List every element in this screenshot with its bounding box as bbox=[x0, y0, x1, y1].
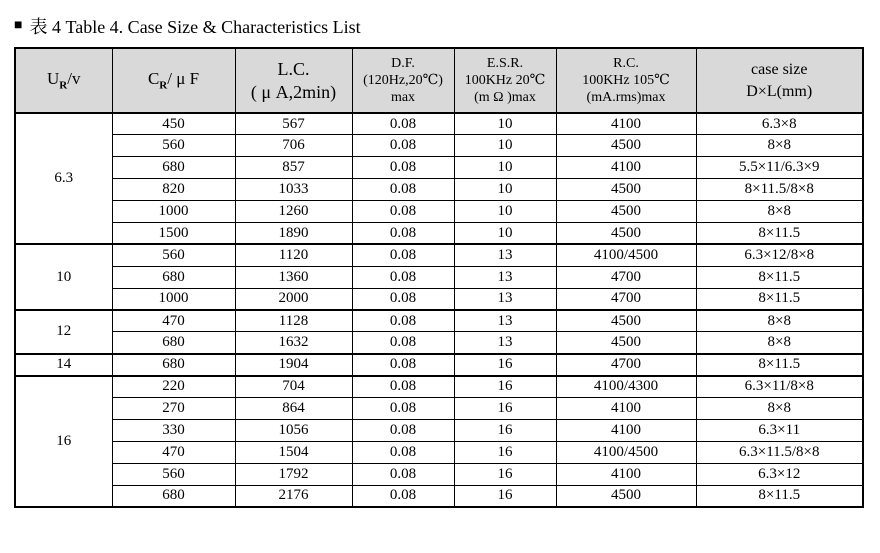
data-cell: 10 bbox=[454, 222, 556, 244]
table-row bbox=[15, 113, 863, 135]
bullet-square-icon: ■ bbox=[14, 18, 23, 33]
data-cell: 16 bbox=[454, 398, 556, 420]
header-leakage-current: L.C. ( μ A,2min) bbox=[235, 48, 352, 113]
data-cell: 1000 bbox=[112, 201, 235, 223]
data-cell: 1904 bbox=[235, 354, 352, 376]
data-cell: 6.3×11/8×8 bbox=[696, 376, 863, 398]
data-cell: 4500 bbox=[556, 485, 696, 507]
header-row bbox=[15, 48, 863, 113]
data-cell: 4500 bbox=[556, 310, 696, 332]
data-cell: 0.08 bbox=[352, 113, 454, 135]
data-cell: 0.08 bbox=[352, 244, 454, 266]
data-cell: 4500 bbox=[556, 179, 696, 201]
table-row bbox=[15, 398, 863, 420]
data-cell: 450 bbox=[112, 113, 235, 135]
data-cell: 8×11.5 bbox=[696, 354, 863, 376]
data-cell: 4100 bbox=[556, 157, 696, 179]
table-row bbox=[15, 310, 863, 332]
table-row bbox=[15, 266, 863, 288]
case-size-table bbox=[14, 47, 864, 508]
header-rated-capacitance: $C_R/$ μ F bbox=[112, 48, 235, 113]
table-row bbox=[15, 354, 863, 376]
data-cell: 8×8 bbox=[696, 135, 863, 157]
data-cell: 4500 bbox=[556, 332, 696, 354]
data-cell: 6.3×11 bbox=[696, 419, 863, 441]
data-cell: 2176 bbox=[235, 485, 352, 507]
data-cell: 6.3×12 bbox=[696, 463, 863, 485]
data-cell: 4700 bbox=[556, 288, 696, 310]
data-cell: 680 bbox=[112, 354, 235, 376]
data-cell: 0.08 bbox=[352, 266, 454, 288]
data-cell: 6.3×12/8×8 bbox=[696, 244, 863, 266]
data-cell: 560 bbox=[112, 135, 235, 157]
data-cell: 1033 bbox=[235, 179, 352, 201]
data-cell: 1128 bbox=[235, 310, 352, 332]
table-row bbox=[15, 135, 863, 157]
data-cell: 8×8 bbox=[696, 398, 863, 420]
voltage-cell: 12 bbox=[15, 310, 112, 354]
data-cell: 1120 bbox=[235, 244, 352, 266]
data-cell: 16 bbox=[454, 441, 556, 463]
table-row bbox=[15, 485, 863, 507]
data-cell: 8×11.5 bbox=[696, 266, 863, 288]
table-row bbox=[15, 419, 863, 441]
data-cell: 16 bbox=[454, 463, 556, 485]
data-cell: 330 bbox=[112, 419, 235, 441]
data-cell: 4500 bbox=[556, 201, 696, 223]
data-cell: 16 bbox=[454, 485, 556, 507]
data-cell: 220 bbox=[112, 376, 235, 398]
data-cell: 4100/4500 bbox=[556, 441, 696, 463]
data-cell: 8×11.5 bbox=[696, 485, 863, 507]
data-cell: 1260 bbox=[235, 201, 352, 223]
data-cell: 0.08 bbox=[352, 354, 454, 376]
data-cell: 4100/4500 bbox=[556, 244, 696, 266]
data-cell: 0.08 bbox=[352, 376, 454, 398]
data-cell: 1890 bbox=[235, 222, 352, 244]
data-cell: 5.5×11/6.3×9 bbox=[696, 157, 863, 179]
data-cell: 13 bbox=[454, 244, 556, 266]
data-cell: 4500 bbox=[556, 222, 696, 244]
table-title bbox=[14, 13, 361, 39]
data-cell: 10 bbox=[454, 113, 556, 135]
data-cell: 0.08 bbox=[352, 441, 454, 463]
voltage-cell: 10 bbox=[15, 244, 112, 310]
data-cell: 470 bbox=[112, 310, 235, 332]
table-body bbox=[15, 113, 863, 507]
data-cell: 6.3×11.5/8×8 bbox=[696, 441, 863, 463]
header-dissipation-factor: D.F. (120Hz,20℃) max bbox=[352, 48, 454, 113]
data-cell: 704 bbox=[235, 376, 352, 398]
data-cell: 10 bbox=[454, 157, 556, 179]
data-cell: 0.08 bbox=[352, 201, 454, 223]
data-cell: 4100 bbox=[556, 463, 696, 485]
data-cell: 4700 bbox=[556, 266, 696, 288]
data-cell: 13 bbox=[454, 310, 556, 332]
table-title-text: 表 4 Table 4. Case Size & Characteristics List bbox=[29, 17, 361, 37]
header-case-size: case size D×L(mm) bbox=[696, 48, 863, 113]
header-esr: E.S.R. 100KHz 20℃ (m Ω )max bbox=[454, 48, 556, 113]
data-cell: 864 bbox=[235, 398, 352, 420]
data-cell: 13 bbox=[454, 266, 556, 288]
data-cell: 0.08 bbox=[352, 310, 454, 332]
data-cell: 16 bbox=[454, 376, 556, 398]
data-cell: 8×8 bbox=[696, 201, 863, 223]
header-rated-voltage: $U_R/v$ bbox=[15, 48, 112, 113]
data-cell: 706 bbox=[235, 135, 352, 157]
data-cell: 680 bbox=[112, 332, 235, 354]
data-cell: 0.08 bbox=[352, 485, 454, 507]
data-cell: 560 bbox=[112, 463, 235, 485]
table-row bbox=[15, 179, 863, 201]
data-cell: 10 bbox=[454, 135, 556, 157]
table-row bbox=[15, 222, 863, 244]
header-ripple-current: R.C. 100KHz 105℃ (mA.rms)max bbox=[556, 48, 696, 113]
data-cell: 4500 bbox=[556, 135, 696, 157]
data-cell: 4100 bbox=[556, 113, 696, 135]
data-cell: 0.08 bbox=[352, 463, 454, 485]
data-cell: 10 bbox=[454, 179, 556, 201]
data-cell: 0.08 bbox=[352, 222, 454, 244]
data-cell: 8×11.5 bbox=[696, 222, 863, 244]
data-cell: 1056 bbox=[235, 419, 352, 441]
voltage-cell: 14 bbox=[15, 354, 112, 376]
data-cell: 4700 bbox=[556, 354, 696, 376]
data-cell: 0.08 bbox=[352, 398, 454, 420]
data-cell: 270 bbox=[112, 398, 235, 420]
data-cell: 0.08 bbox=[352, 419, 454, 441]
data-cell: 1360 bbox=[235, 266, 352, 288]
data-cell: 8×8 bbox=[696, 310, 863, 332]
table-row bbox=[15, 441, 863, 463]
data-cell: 8×11.5 bbox=[696, 288, 863, 310]
data-cell: 8×8 bbox=[696, 332, 863, 354]
voltage-cell: 6.3 bbox=[15, 113, 112, 244]
data-cell: 1792 bbox=[235, 463, 352, 485]
data-cell: 4100 bbox=[556, 398, 696, 420]
data-cell: 560 bbox=[112, 244, 235, 266]
data-cell: 0.08 bbox=[352, 157, 454, 179]
data-cell: 8×11.5/8×8 bbox=[696, 179, 863, 201]
table-row bbox=[15, 244, 863, 266]
data-cell: 567 bbox=[235, 113, 352, 135]
table-row bbox=[15, 288, 863, 310]
data-cell: 0.08 bbox=[352, 288, 454, 310]
data-cell: 10 bbox=[454, 201, 556, 223]
data-cell: 1632 bbox=[235, 332, 352, 354]
data-cell: 0.08 bbox=[352, 135, 454, 157]
data-cell: 0.08 bbox=[352, 332, 454, 354]
data-cell: 820 bbox=[112, 179, 235, 201]
table-row bbox=[15, 332, 863, 354]
data-cell: 1000 bbox=[112, 288, 235, 310]
data-cell: 6.3×8 bbox=[696, 113, 863, 135]
data-cell: 680 bbox=[112, 485, 235, 507]
table-row bbox=[15, 463, 863, 485]
voltage-cell: 16 bbox=[15, 376, 112, 507]
table-row bbox=[15, 376, 863, 398]
table-row bbox=[15, 157, 863, 179]
data-cell: 0.08 bbox=[352, 179, 454, 201]
data-cell: 470 bbox=[112, 441, 235, 463]
data-cell: 16 bbox=[454, 419, 556, 441]
data-cell: 4100 bbox=[556, 419, 696, 441]
data-cell: 13 bbox=[454, 332, 556, 354]
data-cell: 4100/4300 bbox=[556, 376, 696, 398]
data-cell: 1504 bbox=[235, 441, 352, 463]
data-cell: 680 bbox=[112, 157, 235, 179]
data-cell: 857 bbox=[235, 157, 352, 179]
data-cell: 16 bbox=[454, 354, 556, 376]
data-cell: 2000 bbox=[235, 288, 352, 310]
data-cell: 13 bbox=[454, 288, 556, 310]
data-cell: 680 bbox=[112, 266, 235, 288]
table-row bbox=[15, 201, 863, 223]
data-cell: 1500 bbox=[112, 222, 235, 244]
